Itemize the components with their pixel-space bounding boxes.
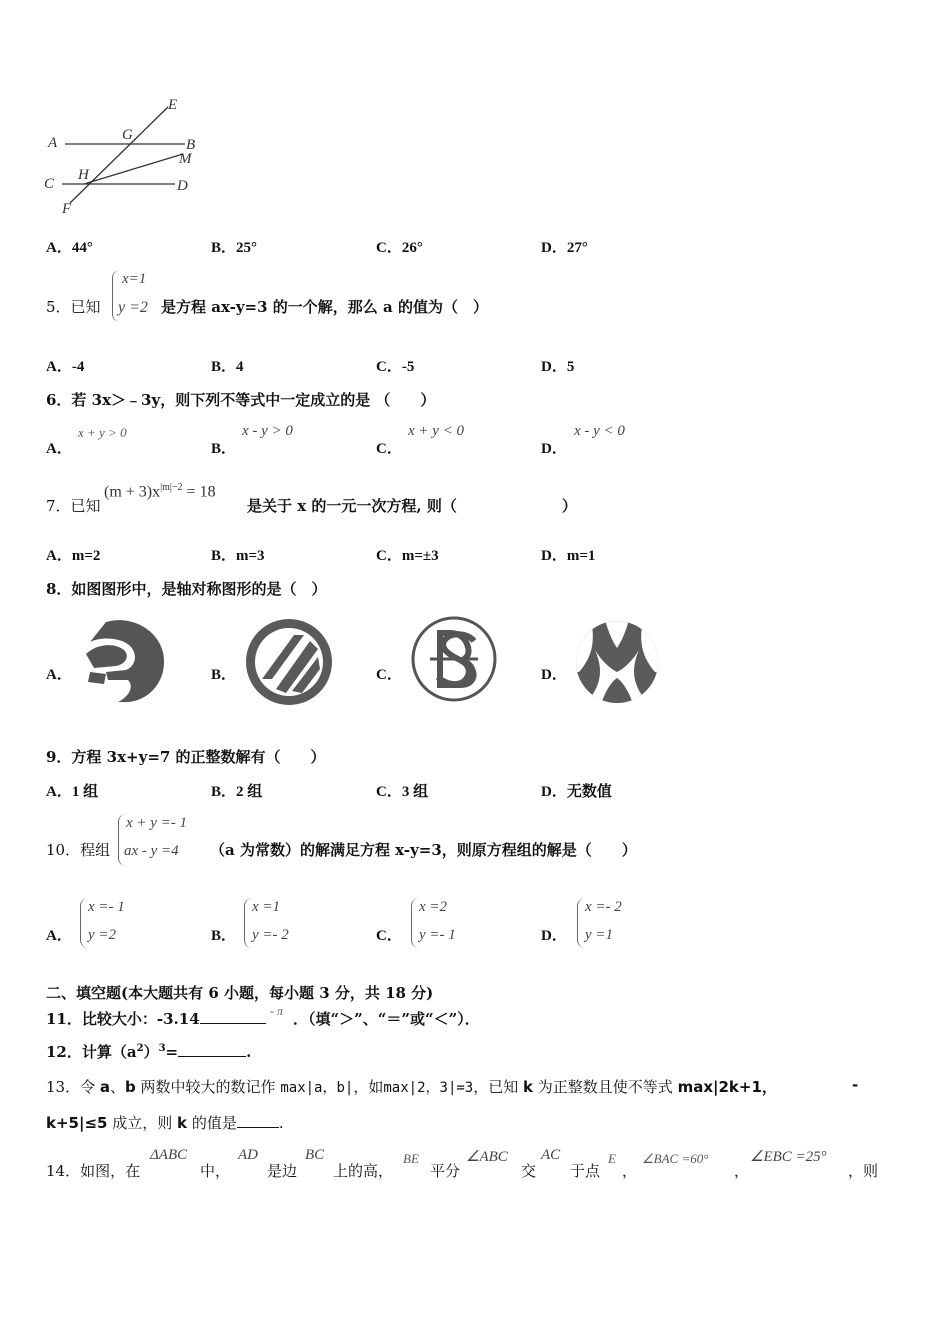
q13-text-1: 13．令 bbox=[46, 1078, 96, 1096]
q12-end: . bbox=[246, 1043, 252, 1061]
label-e: E bbox=[168, 97, 178, 113]
q7-formula bbox=[104, 482, 216, 501]
q9-option-d[interactable]: D．无数值 bbox=[541, 784, 612, 800]
q14-bc: BC bbox=[305, 1147, 325, 1163]
q13-text-6: 成立，则 bbox=[112, 1114, 173, 1132]
q14-t3: 上的高， bbox=[333, 1162, 394, 1180]
q13-text-7: 的值是 bbox=[191, 1114, 237, 1132]
q10-option-d-line1: x =- 2 bbox=[585, 899, 622, 915]
q10-sys-line1: x + y =- 1 bbox=[126, 815, 188, 831]
q8-logo-d-icon[interactable] bbox=[575, 620, 659, 704]
q14-t4: 平分 bbox=[430, 1162, 461, 1180]
q14-t2: 是边 bbox=[267, 1162, 298, 1180]
q13-line1 bbox=[46, 1076, 777, 1097]
q14-triangle: ΔABC bbox=[150, 1147, 188, 1163]
q10-option-d-line2: y =1 bbox=[585, 927, 614, 943]
q7-formula-exp: |m|−2 bbox=[160, 482, 183, 493]
q14-t6: 于点 bbox=[570, 1162, 601, 1180]
q14-e: E bbox=[608, 1151, 616, 1166]
q14-be: BE bbox=[403, 1151, 419, 1166]
q12-sup2: 3 bbox=[158, 1043, 166, 1054]
q9-option-a[interactable]: A．1 组 bbox=[46, 784, 99, 800]
q7-number: 7．已知 bbox=[46, 497, 101, 515]
q5-option-b[interactable]: B．4 bbox=[211, 359, 244, 375]
q7-option-c[interactable]: C．m=±3 bbox=[376, 548, 439, 564]
q13-ineq: max|2k+1， bbox=[677, 1078, 777, 1096]
q14-angle-abc: ∠ABC bbox=[466, 1149, 508, 1165]
q5-option-d[interactable]: D．5 bbox=[541, 359, 575, 375]
q14-ac: AC bbox=[541, 1147, 561, 1163]
q14-t8: ， bbox=[734, 1162, 750, 1180]
q5-option-c[interactable]: C．-5 bbox=[376, 359, 415, 375]
q5-number: 5．已知 bbox=[46, 298, 101, 316]
q13-line2 bbox=[46, 1112, 284, 1133]
q13-var-k2: k bbox=[177, 1114, 188, 1132]
q13-sep: 、 bbox=[110, 1078, 126, 1096]
q7-option-b[interactable]: B．m=3 bbox=[211, 548, 265, 564]
q13-var-k: k bbox=[523, 1078, 534, 1096]
q10-option-a-label[interactable]: A． bbox=[46, 928, 72, 944]
q13-ineq-2: k+5|≤5 bbox=[46, 1114, 108, 1132]
q8-option-c-label[interactable]: C． bbox=[376, 667, 402, 683]
q5-text: 是方程 ax-y=3 的一个解，那么 a 的值为（ ） bbox=[161, 298, 488, 316]
q14-angle-bac: ∠BAC =60° bbox=[642, 1151, 709, 1166]
q9-text: 9．方程 3x+y=7 的正整数解有（ ） bbox=[46, 748, 326, 766]
q14-t9: ，则 bbox=[848, 1162, 879, 1180]
line-ef bbox=[70, 107, 168, 203]
q13-dash: - bbox=[852, 1076, 859, 1094]
q10-option-c-label[interactable]: C． bbox=[376, 928, 402, 944]
q6-option-a-value: x + y > 0 bbox=[78, 425, 127, 440]
q6-text: 6．若 3x＞﹣3y，则下列不等式中一定成立的是 （ ） bbox=[46, 391, 436, 409]
q11-pi: - π bbox=[270, 1004, 284, 1018]
q10-option-a-line1: x =- 1 bbox=[88, 899, 125, 915]
q12-sup: 2 bbox=[136, 1043, 144, 1054]
q12-pre: 12．计算（a bbox=[46, 1043, 137, 1061]
label-a: A bbox=[48, 135, 58, 151]
q10-option-c-line2: y =- 1 bbox=[419, 927, 456, 943]
q8-option-b-label[interactable]: B． bbox=[211, 667, 237, 683]
q12-post: = bbox=[165, 1043, 179, 1061]
q4-option-a[interactable]: A．44° bbox=[46, 240, 93, 256]
q10-option-a-line2: y =2 bbox=[88, 927, 117, 943]
q8-option-a-label[interactable]: A． bbox=[46, 667, 72, 683]
q8-logo-a-icon[interactable] bbox=[78, 614, 168, 706]
q5-option-a[interactable]: A．-4 bbox=[46, 359, 85, 375]
label-h: H bbox=[78, 167, 89, 183]
q13-var-b: b bbox=[125, 1078, 136, 1096]
q14-ad: AD bbox=[238, 1147, 258, 1163]
q6-option-d-value: x - y < 0 bbox=[574, 423, 625, 439]
q13-text-4: ，已知 bbox=[473, 1078, 519, 1096]
q13-max1: max|a，b| bbox=[280, 1080, 354, 1096]
q6-option-b-value: x - y > 0 bbox=[242, 423, 293, 439]
q13-text-2: 两数中较大的数记作 bbox=[140, 1078, 276, 1096]
q10-option-b-line2: y =- 2 bbox=[252, 927, 289, 943]
line-hm bbox=[84, 154, 183, 184]
q10-option-c-line1: x =2 bbox=[419, 899, 448, 915]
q10-number: 10．程组 bbox=[46, 841, 111, 859]
q4-option-d[interactable]: D．27° bbox=[541, 240, 588, 256]
q9-option-c[interactable]: C．3 组 bbox=[376, 784, 429, 800]
q10-option-b-label[interactable]: B． bbox=[211, 928, 237, 944]
q12-mid: ） bbox=[143, 1043, 159, 1061]
q13-var-a: a bbox=[99, 1078, 110, 1096]
q14-number: 14．如图，在 bbox=[46, 1162, 141, 1180]
label-d: D bbox=[177, 178, 188, 194]
q8-logo-c-icon[interactable] bbox=[410, 615, 498, 703]
q14-angle-ebc: ∠EBC =25° bbox=[750, 1149, 827, 1165]
q13-max2: max|2，3|=3 bbox=[383, 1080, 474, 1096]
q8-logo-b-icon[interactable] bbox=[244, 617, 334, 707]
label-f: F bbox=[62, 201, 72, 217]
q7-formula-base: (m + 3)x bbox=[104, 483, 161, 501]
q4-option-c[interactable]: C．26° bbox=[376, 240, 423, 256]
q8-text: 8．如图图形中，是轴对称图形的是（ ） bbox=[46, 580, 327, 598]
q10-text: （a 为常数）的解满足方程 x-y=3，则原方程组的解是（ ） bbox=[210, 841, 637, 859]
q5-sys-line1: x=1 bbox=[122, 271, 147, 287]
q10-option-b-line1: x =1 bbox=[252, 899, 281, 915]
label-b: B bbox=[186, 137, 196, 153]
section-title: 二、填空题(本大题共有 6 小题，每小题 3 分，共 18 分) bbox=[46, 984, 434, 1002]
q6-option-c-label[interactable]: C． bbox=[376, 441, 402, 457]
q8-option-d-label[interactable]: D． bbox=[541, 667, 567, 683]
q12-blank[interactable] bbox=[178, 1056, 246, 1057]
q11-pre: 11．比较大小：-3.14 bbox=[46, 1010, 200, 1028]
q13-blank[interactable] bbox=[237, 1127, 279, 1128]
q11-blank[interactable] bbox=[200, 1023, 266, 1024]
q14-t7: ， bbox=[622, 1162, 638, 1180]
q13-text-5: 为正整数且使不等式 bbox=[537, 1078, 673, 1096]
label-m: M bbox=[179, 151, 192, 167]
label-c: C bbox=[44, 176, 55, 192]
q7-option-d[interactable]: D．m=1 bbox=[541, 548, 596, 564]
q11-post: ．（填“＞”、“＝”或“＜”）． bbox=[293, 1010, 480, 1028]
q14-t1: 中， bbox=[200, 1162, 231, 1180]
q7-text: 是关于 x 的一元一次方程, 则（ ） bbox=[247, 497, 577, 515]
q9-option-b[interactable]: B．2 组 bbox=[211, 784, 263, 800]
label-g: G bbox=[122, 127, 133, 143]
q11-text bbox=[46, 1008, 266, 1029]
q12-text bbox=[46, 1041, 251, 1062]
q6-option-c-value: x + y < 0 bbox=[408, 423, 465, 439]
q6-option-b-label[interactable]: B． bbox=[211, 441, 237, 457]
q10-option-d-label[interactable]: D． bbox=[541, 928, 567, 944]
q6-option-a-label[interactable]: A． bbox=[46, 441, 72, 457]
q7-formula-rhs: = 18 bbox=[182, 483, 216, 501]
q13-end: . bbox=[278, 1114, 284, 1132]
q7-option-a[interactable]: A．m=2 bbox=[46, 548, 101, 564]
geometry-figure-q4 bbox=[40, 95, 210, 220]
q14-t5: 交 bbox=[521, 1162, 537, 1180]
q6-option-d-label[interactable]: D． bbox=[541, 441, 567, 457]
q5-sys-line2: y =2 bbox=[118, 299, 148, 316]
q4-option-b[interactable]: B．25° bbox=[211, 240, 258, 256]
q13-text-3: ，如 bbox=[353, 1078, 384, 1096]
q10-sys-line2: ax - y =4 bbox=[124, 843, 179, 859]
